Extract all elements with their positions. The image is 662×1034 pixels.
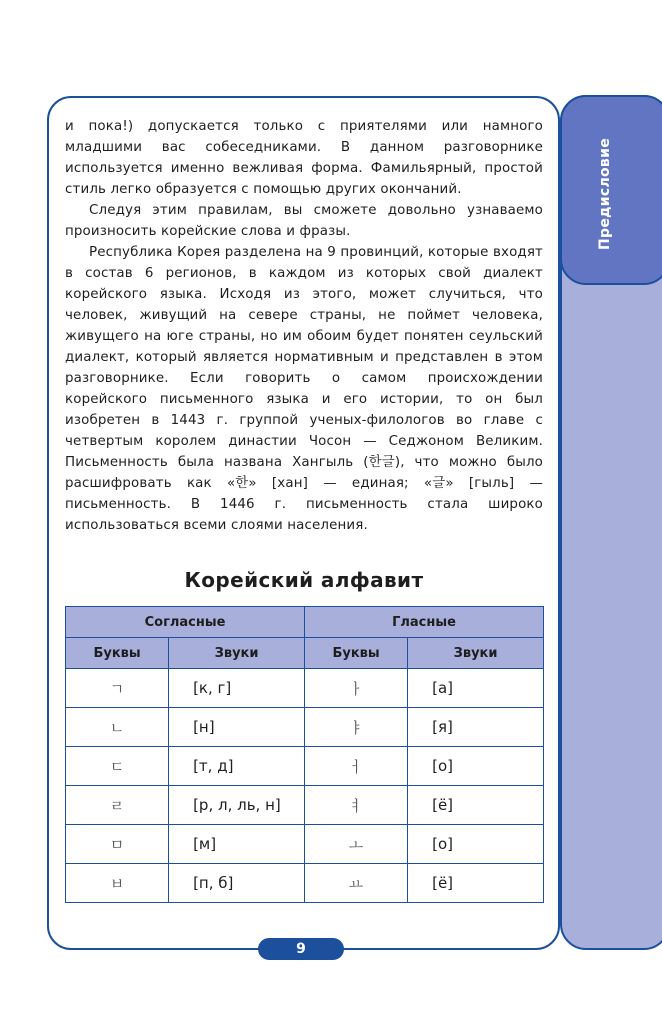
table-row <box>66 864 544 903</box>
section-tab-label: Предисловие <box>597 138 613 250</box>
consonant-letter: ㅂ <box>66 864 169 903</box>
column-header-row <box>66 638 544 669</box>
consonant-sound: [к, г] <box>169 669 305 708</box>
vowel-sound: [о] <box>408 747 544 786</box>
vowel-letter: ㅑ <box>305 708 408 747</box>
vowel-sound: [а] <box>408 669 544 708</box>
consonant-letter: ㅁ <box>66 825 169 864</box>
consonants-header: Согласные <box>66 607 305 638</box>
page-number: 9 <box>258 938 344 960</box>
column-header: Буквы <box>66 638 169 669</box>
consonant-letter: ㄱ <box>66 669 169 708</box>
vowel-sound: [ё] <box>408 786 544 825</box>
consonant-sound: [н] <box>169 708 305 747</box>
consonant-sound: [т, д] <box>169 747 305 786</box>
vowel-letter: ㅕ <box>305 786 408 825</box>
group-header-row <box>66 607 544 638</box>
vowels-header: Гласные <box>305 607 544 638</box>
paragraph: Следуя этим правилам, вы сможете довольно узнаваемо произносить корейские слова и фразы. <box>65 203 543 239</box>
korean-alphabet-table <box>65 606 544 903</box>
paragraph: и пока!) допускается только с приятелями или намного младшими вас собеседниками. В данном разговорнике используется именно вежливая форма. Фамильярный, простой стиль легко образуется с помощью других окончаний. <box>65 119 543 197</box>
consonant-letter: ㄴ <box>66 708 169 747</box>
consonant-letter: ㄷ <box>66 747 169 786</box>
consonant-sound: [м] <box>169 825 305 864</box>
vowel-sound: [ё] <box>408 864 544 903</box>
vowel-sound: [о] <box>408 825 544 864</box>
column-header: Звуки <box>169 638 305 669</box>
vowel-letter: ㅗ <box>305 825 408 864</box>
paragraph: Республика Корея разделена на 9 провинций, которые входят в состав 6 регионов, в каждом из которых свой диалект корейского языка. Исходя из этого, может случиться, что человек, живущий на севере страны, не поймет человека, живущего на юге страны, но им обоим будет понятен сеульский диалект, который является нормативным и представлен в этом разговорнике. Если говорить о самом происхождении корейского письменного языка и его истории, то он был изобретен в 1443 г. группой ученых-филологов во главе с четвертым королем династии Чосон — Седжоном Великим. Письменность была названа Хангыль (한글), что можно было расшифровать как «한» [хан] — единая; «글» [гыль] — письменность. В 1446 г. письменность стала широко использоваться всеми слоями населения. <box>65 245 543 533</box>
consonant-letter: ㄹ <box>66 786 169 825</box>
vowel-letter: ㅓ <box>305 747 408 786</box>
vowel-letter: ㅏ <box>305 669 408 708</box>
consonant-sound: [р, л, ль, н] <box>169 786 305 825</box>
vowel-letter: ㅛ <box>305 864 408 903</box>
table-row <box>66 825 544 864</box>
column-header: Буквы <box>305 638 408 669</box>
column-header: Звуки <box>408 638 544 669</box>
table-row <box>66 747 544 786</box>
consonant-sound: [п, б] <box>169 864 305 903</box>
table-row <box>66 708 544 747</box>
table-title: Корейский алфавит <box>184 568 424 592</box>
vowel-sound: [я] <box>408 708 544 747</box>
table-row <box>66 669 544 708</box>
table-row <box>66 786 544 825</box>
body-text <box>65 116 543 536</box>
